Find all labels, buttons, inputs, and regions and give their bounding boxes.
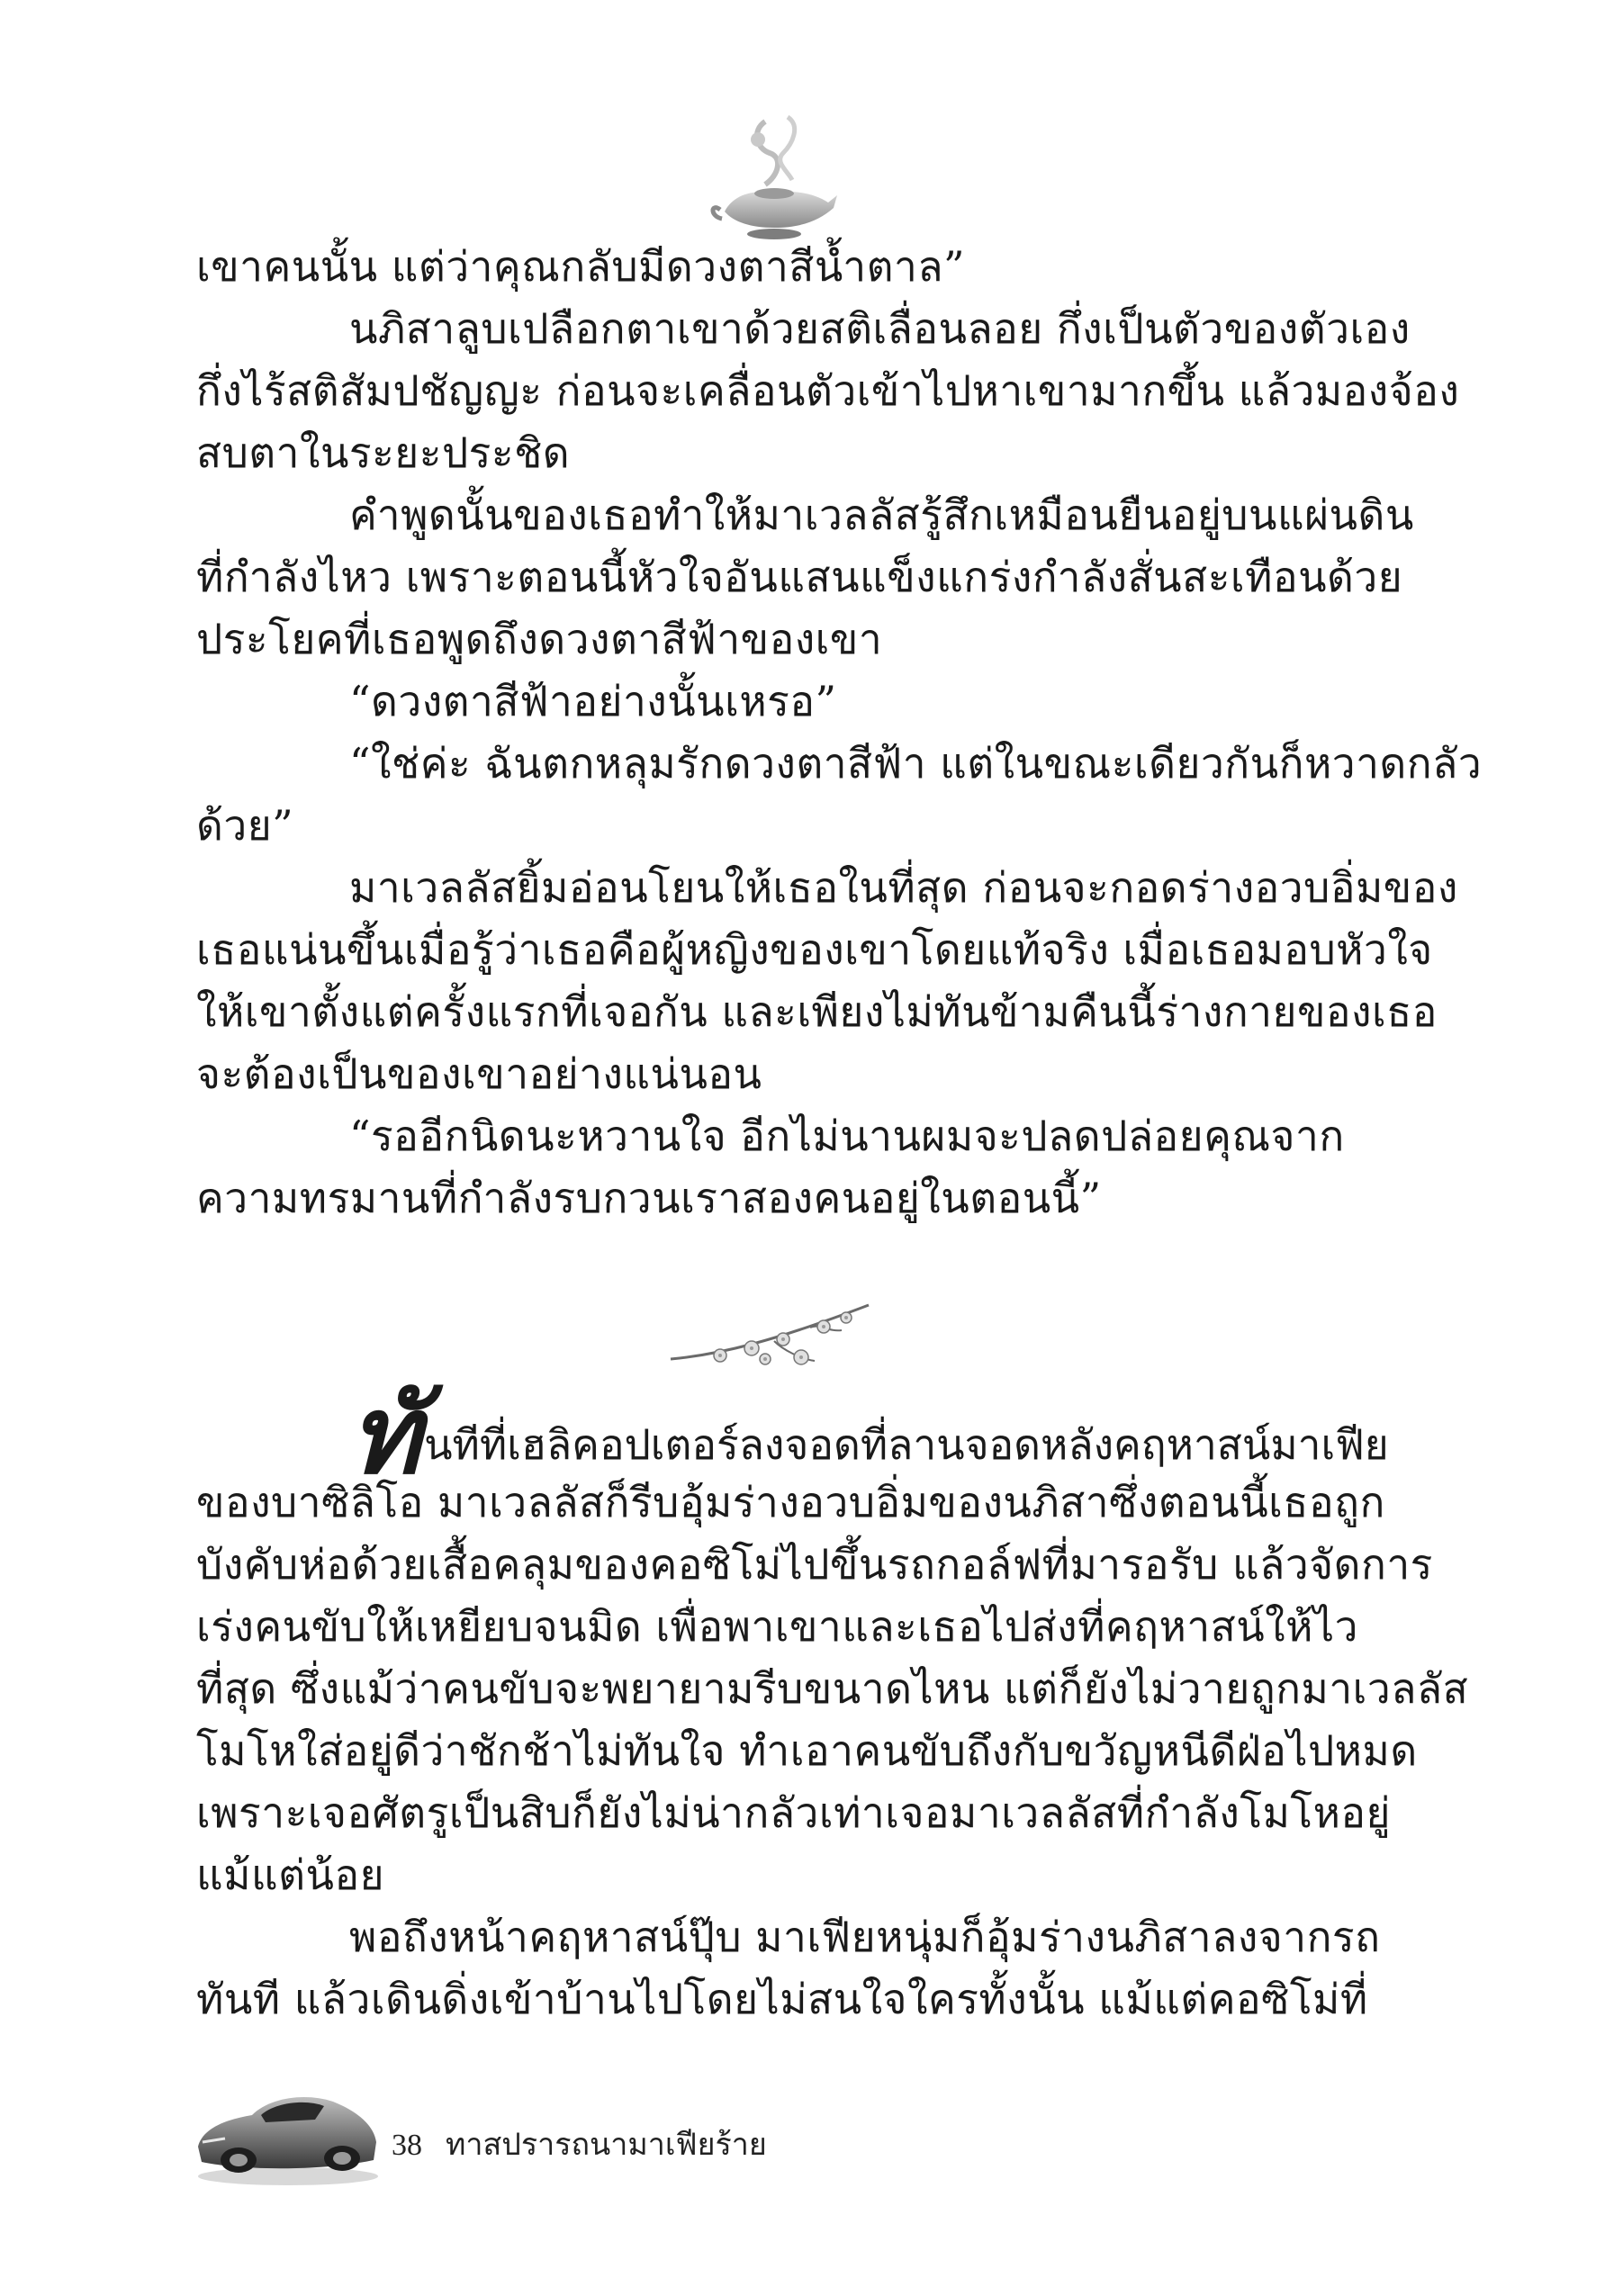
text-line: ที่สุด ซึ่งแม้ว่าคนขับจะพยายามรีบขนาดไหน แต่ก็ยังไม่วายถูกมาเวลลัส bbox=[196, 1664, 1469, 1713]
text-block-lower bbox=[196, 1372, 1469, 2030]
text-line: ประโยคที่เธอพูดถึงดวงตาสีฟ้าของเขา bbox=[196, 615, 883, 663]
page-footer bbox=[189, 2070, 819, 2196]
paragraph-opening-line bbox=[196, 1372, 1389, 1499]
text-line: เพราะเจอศัตรูเป็นสิบก็ยังไม่น่ากลัวเท่าเจอมาเวลลัสที่กำลังโมโหอยู่ bbox=[196, 1788, 1392, 1837]
text-line: เร่งคนขับให้เหยียบจนมิด เพื่อพาเขาและเธอไปส่งที่คฤหาสน์ให้ไว bbox=[196, 1602, 1358, 1651]
text-line: “ดวงตาสีฟ้าอย่างนั้นเหรอ” bbox=[349, 677, 837, 725]
text-line: บังคับห่อด้วยเสื้อคลุมของคอซิโม่ไปขึ้นรถกอล์ฟที่มารอรับ แล้วจัดการ bbox=[196, 1540, 1433, 1589]
page-number: 38 bbox=[392, 2129, 422, 2162]
text-line: “รออีกนิดนะหวานใจ อีกไม่นานผมจะปลดปล่อยคุณจาก bbox=[349, 1112, 1345, 1160]
car-icon bbox=[189, 2070, 383, 2187]
text-line: โมโหใส่อยู่ดีว่าชักช้าไม่ทันใจ ทำเอาคนขับถึงกับขวัญหนีดีฝ่อไปหมด bbox=[196, 1726, 1418, 1775]
text-line: แม้แต่น้อย bbox=[196, 1850, 385, 1899]
book-title: ทาสปรารถนามาเฟียร้าย bbox=[446, 2129, 767, 2162]
drop-cap: ทั bbox=[349, 1372, 421, 1499]
opening-line-text: นทีที่เฮลิคอปเตอร์ลงจอดที่ลานจอดหลังคฤหาสน์มาเฟีย bbox=[424, 1420, 1389, 1469]
text-line: นภิสาลูบเปลือกตาเขาด้วยสติเลื่อนลอย กึ่งเป็นตัวของตัวเอง bbox=[349, 304, 1411, 353]
text-line: จะต้องเป็นของเขาอย่างแน่นอน bbox=[196, 1049, 762, 1098]
text-line: สบตาในระยะประชิด bbox=[196, 428, 571, 477]
text-line: เขาคนนั้น แต่ว่าคุณกลับมีดวงตาสีน้ำตาล” bbox=[196, 242, 966, 291]
text-line: คำพูดนั้นของเธอทำให้มาเวลลัสรู้สึกเหมือนยืนอยู่บนแผ่นดิน bbox=[349, 491, 1414, 539]
folio bbox=[392, 2120, 767, 2168]
text-line: ทันที แล้วเดินดิ่งเข้าบ้านไปโดยไม่สนใจใครทั้งนั้น แม้แต่คอซิโม่ที่ bbox=[196, 1975, 1368, 2023]
text-line: กึ่งไร้สติสัมปชัญญะ ก่อนจะเคลื่อนตัวเข้าไปหาเขามากขึ้น แล้วมองจ้อง bbox=[196, 366, 1460, 415]
genie-lamp-icon bbox=[702, 104, 846, 248]
blossom-branch-icon bbox=[666, 1296, 873, 1386]
text-line: ให้เขาตั้งแต่ครั้งแรกที่เจอกัน และเพียงไม่ทันข้ามคืนนี้ร่างกายของเธอ bbox=[196, 987, 1438, 1036]
text-line: “ใช่ค่ะ ฉันตกหลุมรักดวงตาสีฟ้า แต่ในขณะเดียวกันก็หวาดกลัว bbox=[349, 739, 1483, 788]
text-line: พอถึงหน้าคฤหาสน์ปุ๊บ มาเฟียหนุ่มก็อุ้มร่างนภิสาลงจากรถ bbox=[349, 1913, 1381, 1961]
text-line: ที่กำลังไหว เพราะตอนนี้หัวใจอันแสนแข็งแกร่งกำลังสั่นสะเทือนด้วย bbox=[196, 553, 1403, 601]
text-line: เธอแน่นขึ้นเมื่อรู้ว่าเธอคือผู้หญิงของเขาโดยแท้จริง เมื่อเธอมอบหัวใจ bbox=[196, 925, 1433, 974]
text-line: ความทรมานที่กำลังรบกวนเราสองคนอยู่ในตอนนี้” bbox=[196, 1174, 1102, 1222]
text-line: ของบาซิลิโอ มาเวลลัสก็รีบอุ้มร่างอวบอิ่มของนภิสาซึ่งตอนนี้เธอถูก bbox=[196, 1478, 1385, 1526]
text-line: มาเวลลัสยิ้มอ่อนโยนให้เธอในที่สุด ก่อนจะกอดร่างอวบอิ่มของ bbox=[349, 863, 1458, 912]
text-block-upper bbox=[196, 236, 1483, 1229]
text-line: ด้วย” bbox=[196, 801, 294, 850]
